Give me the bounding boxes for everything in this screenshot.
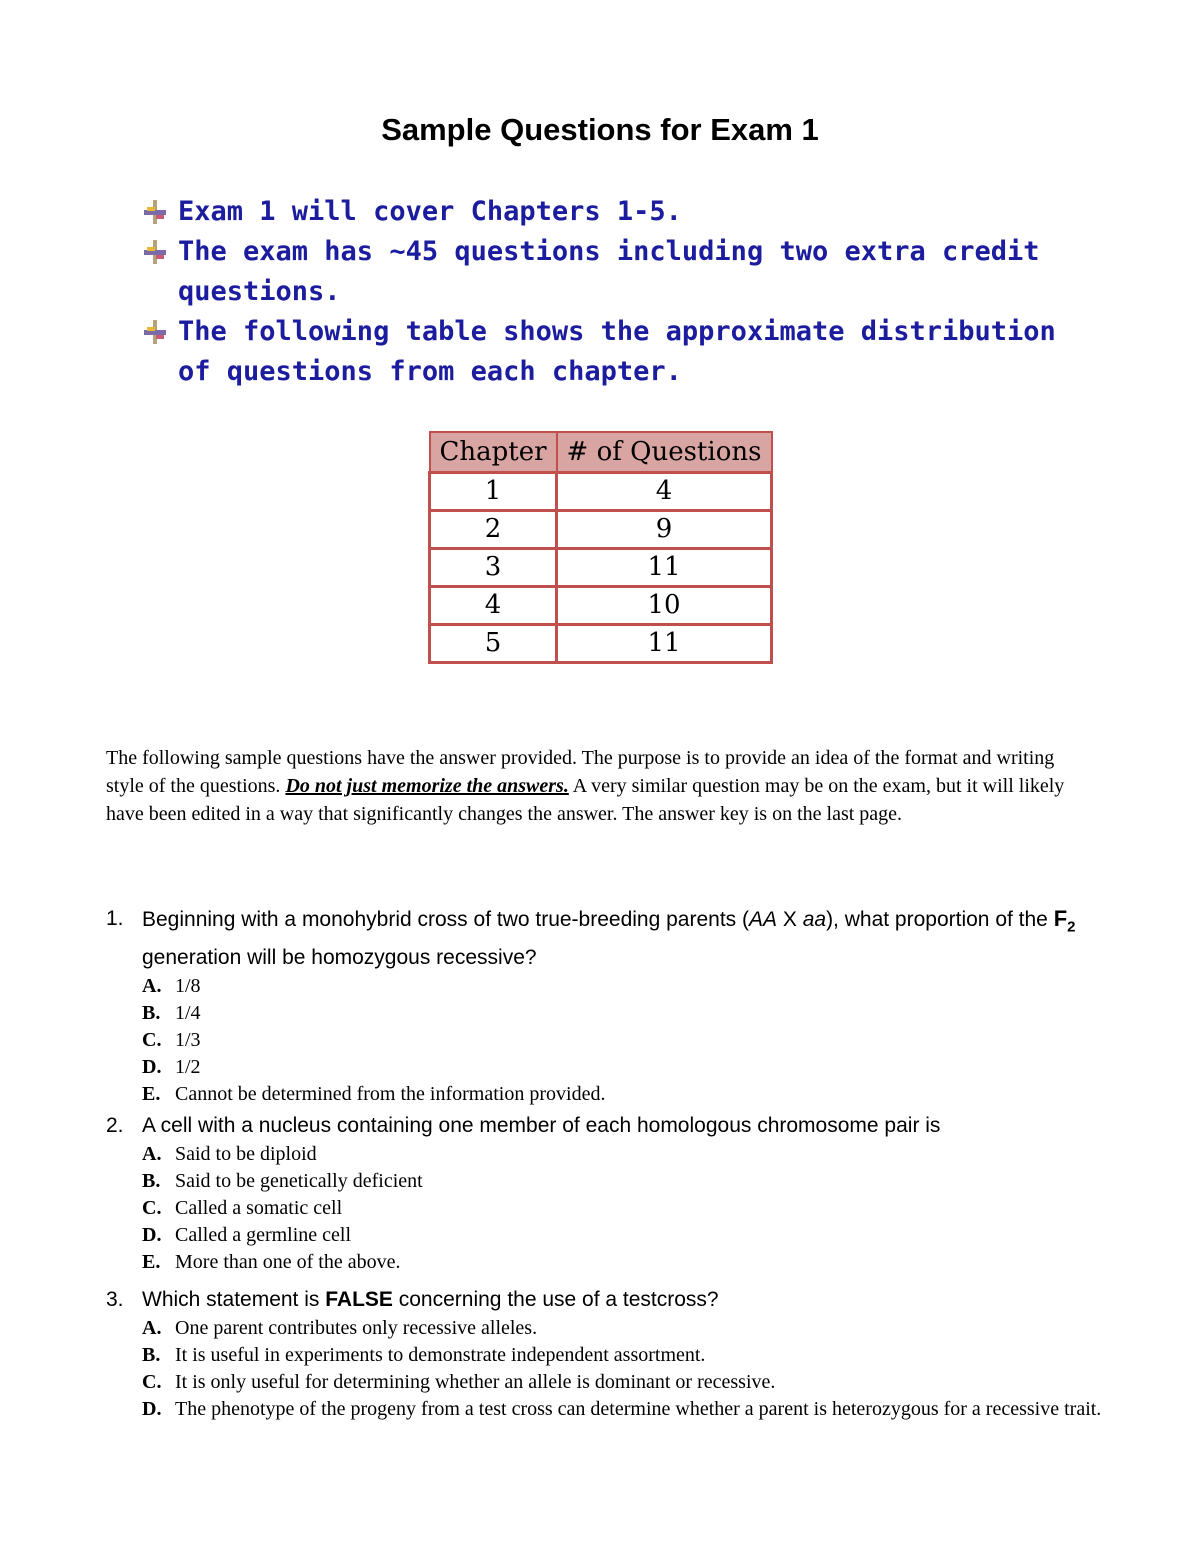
question-count-cell: 11 xyxy=(557,549,772,587)
option-text: 1/3 xyxy=(175,1029,201,1052)
bullet-item xyxy=(142,312,1062,392)
table-row xyxy=(430,625,772,663)
answer-option xyxy=(142,1222,1106,1249)
intro-text: The following sample questions have the answer provided. The purpose is to provide an idea of the format and writing style of the questions. xyxy=(106,747,1055,797)
question-number: 3. xyxy=(106,1288,124,1311)
bullet-item xyxy=(142,232,1062,312)
chapter-distribution-table xyxy=(428,431,773,664)
option-text: One parent contributes only recessive alleles. xyxy=(175,1317,538,1339)
option-text: Called a somatic cell xyxy=(175,1197,343,1219)
option-text: Said to be diploid xyxy=(175,1143,317,1165)
question-count-cell: 11 xyxy=(557,625,772,663)
answer-option xyxy=(142,1141,1106,1168)
question-3 xyxy=(106,1284,1106,1423)
chapter-cell: 5 xyxy=(430,625,557,663)
bullet-text: Exam 1 will cover Chapters 1-5. xyxy=(178,196,682,227)
question-2 xyxy=(106,1110,1106,1276)
option-text: 1/4 xyxy=(175,1002,201,1025)
question-count-cell: 10 xyxy=(557,587,772,625)
option-letter: C. xyxy=(142,1029,162,1052)
intro-emphasis: Do not just memorize the answers. xyxy=(285,775,569,797)
stem-emphasis: FALSE xyxy=(325,1288,393,1311)
table-header-row xyxy=(430,432,772,473)
stem-text: concerning the use of a testcross? xyxy=(392,1288,719,1311)
answer-options xyxy=(142,1141,1106,1276)
option-letter: A. xyxy=(142,975,162,998)
column-header: Chapter xyxy=(430,432,557,473)
answer-option xyxy=(142,1369,1106,1396)
column-header: # of Questions xyxy=(557,432,772,473)
option-text: Said to be genetically deficient xyxy=(175,1170,423,1192)
answer-option xyxy=(142,1027,1106,1054)
option-text: Cannot be determined from the information provided. xyxy=(175,1083,606,1106)
genotype-text: AA xyxy=(749,908,778,931)
push-pin-bullet-icon xyxy=(142,239,168,265)
answer-option xyxy=(142,973,1106,1000)
bullet-text: The exam has ~45 questions including two extra credit questions. xyxy=(178,236,1040,307)
option-letter: E. xyxy=(142,1251,161,1273)
generation-letter: F xyxy=(1053,906,1068,931)
option-letter: D. xyxy=(142,1224,162,1246)
bullet-item xyxy=(142,192,1062,232)
option-letter: E. xyxy=(142,1083,161,1106)
table-row xyxy=(430,473,772,511)
question-count-cell: 9 xyxy=(557,511,772,549)
option-letter: D. xyxy=(142,1398,162,1420)
answer-option xyxy=(142,1195,1106,1222)
option-letter: D. xyxy=(142,1056,162,1079)
answer-option xyxy=(142,1054,1106,1081)
push-pin-bullet-icon xyxy=(142,319,168,345)
option-letter: B. xyxy=(142,1002,161,1025)
stem-text: generation will be homozygous recessive? xyxy=(142,946,537,970)
option-text: It is only useful for determining whether an allele is dominant or recessive. xyxy=(175,1371,776,1393)
option-letter: C. xyxy=(142,1371,162,1393)
option-text: Called a germline cell xyxy=(175,1224,352,1246)
stem-text: A cell with a nucleus containing one member of each homologous chromosome pair is xyxy=(142,1114,941,1137)
genotype-text: aa xyxy=(802,908,827,931)
option-letter: A. xyxy=(142,1143,162,1165)
bullet-text: The following table shows the approximate distribution of questions from each chapter. xyxy=(178,316,1056,387)
generation-subscript: 2 xyxy=(1067,918,1076,936)
chapter-cell: 3 xyxy=(430,549,557,587)
option-text: 1/2 xyxy=(175,1056,201,1079)
option-letter: B. xyxy=(142,1344,161,1366)
stem-text: Which statement is xyxy=(142,1288,326,1311)
question-1 xyxy=(106,903,1106,1108)
option-text: It is useful in experiments to demonstrate independent assortment. xyxy=(175,1344,706,1366)
question-number: 2. xyxy=(106,1114,124,1137)
stem-text: X xyxy=(777,908,803,931)
intro-paragraph xyxy=(106,744,1096,828)
answer-option xyxy=(142,1249,1106,1276)
table-row xyxy=(430,511,772,549)
question-count-cell: 4 xyxy=(557,473,772,511)
question-stem xyxy=(106,903,1106,973)
chapter-cell: 2 xyxy=(430,511,557,549)
intro-text: A very similar question may be on the exam, but it will likely have been edited in a way that significantly changes the answer. The answer key is on the last page. xyxy=(106,775,1065,825)
answer-option xyxy=(142,1000,1106,1027)
stem-text: Beginning with a monohybrid cross of two true-breeding parents ( xyxy=(142,908,749,931)
option-letter: A. xyxy=(142,1317,162,1339)
chapter-cell: 1 xyxy=(430,473,557,511)
push-pin-bullet-icon xyxy=(142,199,168,225)
answer-option xyxy=(142,1168,1106,1195)
generation-label xyxy=(1053,906,1076,936)
answer-option xyxy=(142,1315,1106,1342)
chapter-cell: 4 xyxy=(430,587,557,625)
table-row xyxy=(430,549,772,587)
question-stem xyxy=(106,1110,1106,1141)
option-text: More than one of the above. xyxy=(175,1251,401,1273)
answer-options xyxy=(142,973,1106,1108)
table-row xyxy=(430,587,772,625)
option-letter: B. xyxy=(142,1170,161,1192)
answer-options xyxy=(142,1315,1106,1423)
question-number: 1. xyxy=(106,907,124,930)
option-text: 1/8 xyxy=(175,975,201,998)
bullet-list xyxy=(142,192,1062,392)
page-title: Sample Questions for Exam 1 xyxy=(381,112,819,147)
answer-option xyxy=(142,1342,1106,1369)
stem-text: ), what proportion of the xyxy=(826,908,1054,931)
answer-option xyxy=(142,1396,1106,1423)
option-text: The phenotype of the progeny from a test cross can determine whether a parent is heterozygous for a recessive trait. xyxy=(175,1398,1102,1420)
option-letter: C. xyxy=(142,1197,162,1219)
question-stem xyxy=(106,1284,1106,1315)
answer-option xyxy=(142,1081,1106,1108)
